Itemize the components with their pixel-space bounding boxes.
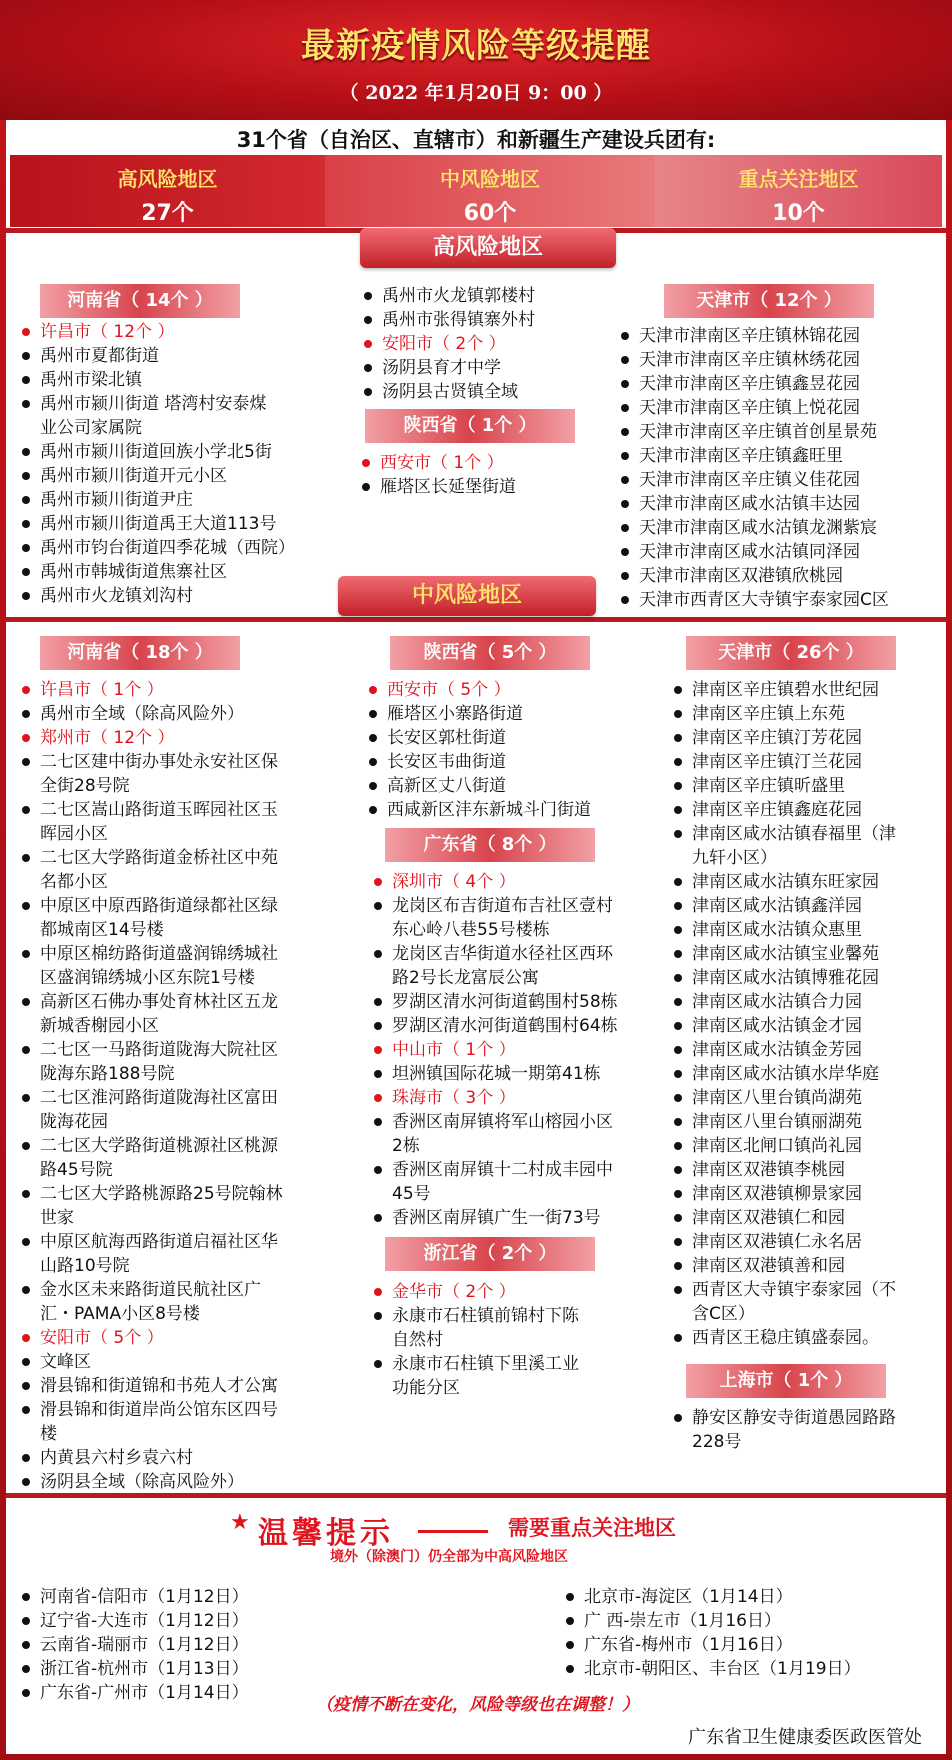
list-item: 香洲区南屏镇广生一街73号	[370, 1206, 670, 1230]
list-item: 津南区八里台镇尚湖苑	[670, 1086, 948, 1110]
tips-dash	[418, 1530, 488, 1533]
summary-mid	[325, 155, 655, 227]
list-item: 广 西-崇左市（1月16日）	[562, 1609, 950, 1633]
list-item: 广东省-梅州市（1月16日）	[562, 1633, 950, 1657]
mid-zhejiang-list	[370, 1280, 670, 1400]
high-risk-banner: 高风险地区	[360, 228, 616, 268]
list-item: 津南区八里台镇丽湖苑	[670, 1110, 948, 1134]
list-item: 中原区中原西路街道绿都社区绿 都城南区14号楼	[18, 894, 358, 942]
list-item: 汤阴县古贤镇全域	[360, 380, 610, 404]
list-item: 文峰区	[18, 1350, 358, 1374]
warning-text: （疫情不断在变化，风险等级也在调整！）	[316, 1695, 639, 1715]
list-item: 二七区大学路桃源路25号院翰林 世家	[18, 1182, 358, 1230]
list-item: 北京市-朝阳区、丰台区（1月19日）	[562, 1657, 950, 1681]
focus-list-right	[562, 1585, 950, 1681]
list-item: 禹州市张得镇寨外村	[360, 308, 610, 332]
summary-high-count: 27个	[141, 201, 194, 226]
list-item: 二七区大学路街道金桥社区中苑 名都小区	[18, 846, 358, 894]
divider	[6, 1493, 946, 1498]
list-item: 永康市石柱镇前锦村下陈 自然村	[370, 1304, 670, 1352]
list-item: 禹州市钧台街道四季花城（西院）	[18, 536, 358, 560]
list-item: 龙岗区吉华街道水径社区西环 路2号长龙富辰公寓	[370, 942, 670, 990]
mid-henan-title: 河南省（ 18个 ）	[40, 636, 240, 670]
high-tianjin-title: 天津市（ 12个 ）	[664, 284, 874, 318]
summary-high-label: 高风险地区	[117, 167, 218, 191]
list-item: 津南区双港镇柳景家园	[670, 1182, 948, 1206]
high-shaanxi-title: 陕西省（ 1个 ）	[365, 409, 575, 443]
list-item: 雁塔区小寨路街道	[365, 702, 665, 726]
tips-note: 境外（除澳门）仍全部为中高风险地区	[330, 1549, 568, 1565]
list-item: 禹州市颍川街道开元小区	[18, 464, 358, 488]
list-item: 内黄县六村乡袁六村	[18, 1446, 358, 1470]
tips-title: 温馨提示	[258, 1516, 394, 1551]
list-item: 香洲区南屏镇将军山榕园小区 2栋	[370, 1110, 670, 1158]
page-title: 最新疫情风险等级提醒	[301, 26, 651, 66]
high-shaanxi-list	[358, 451, 608, 499]
high-tianjin-list	[617, 324, 942, 612]
mid-guangdong-title: 广东省（ 8个 ）	[385, 828, 595, 862]
high-henan-list-cont	[360, 284, 610, 404]
list-item: 二七区一马路街道陇海大院社区 陇海东路188号院	[18, 1038, 358, 1086]
list-item: 中原区航海西路街道启福社区华 山路10号院	[18, 1230, 358, 1278]
list-item: 津南区辛庄镇汀芳花园	[670, 726, 948, 750]
star-icon: ★	[230, 1510, 250, 1535]
list-item: 西青区王稳庄镇盛泰园。	[670, 1326, 948, 1350]
list-item: 津南区咸水沽镇水岸华庭	[670, 1062, 948, 1086]
list-item: 津南区辛庄镇昕盛里	[670, 774, 948, 798]
list-item: 金水区未来路街道民航社区广 汇・PAMA小区8号楼	[18, 1278, 358, 1326]
summary-focus-label: 重点关注地区	[738, 167, 859, 191]
focus-list-left	[18, 1585, 438, 1705]
intro-text: 31个省（自治区、直辖市）和新疆生产建设兵团有:	[236, 128, 716, 152]
mid-henan-list	[18, 678, 358, 1494]
list-item: 禹州市韩城街道焦寨社区	[18, 560, 358, 584]
list-item: 津南区咸水沽镇金才园	[670, 1014, 948, 1038]
list-item: 禹州市夏都街道	[18, 344, 358, 368]
city-heading: 许昌市（ 12个 ）	[18, 320, 358, 344]
list-item: 高新区丈八街道	[365, 774, 665, 798]
list-item: 津南区双港镇仁和园	[670, 1206, 948, 1230]
list-item: 滑县锦和街道岸尚公馆东区四号 楼	[18, 1398, 358, 1446]
list-item: 禹州市颍川街道 塔湾村安泰煤 业公司家属院	[18, 392, 358, 440]
list-item: 津南区咸水沽镇东旺家园	[670, 870, 948, 894]
city-heading: 西安市（ 5个 ）	[365, 678, 665, 702]
list-item: 二七区建中街办事处永安社区保 全街28号院	[18, 750, 358, 798]
list-item: 西青区大寺镇宇泰家园（不 含C区）	[670, 1278, 948, 1326]
list-item: 天津市津南区咸水沽镇龙渊紫宸	[617, 516, 942, 540]
mid-shanghai-title: 上海市（ 1个 ）	[686, 1364, 886, 1398]
city-heading: 深圳市（ 4个 ）	[370, 870, 670, 894]
city-heading: 金华市（ 2个 ）	[370, 1280, 670, 1304]
list-item: 广东省-广州市（1月14日）	[18, 1681, 438, 1705]
list-item: 汤阴县育才中学	[360, 356, 610, 380]
summary-high	[10, 155, 325, 227]
list-item: 禹州市梁北镇	[18, 368, 358, 392]
list-item: 禹州市颍川街道禹王大道113号	[18, 512, 358, 536]
list-item: 禹州市全域（除高风险外）	[18, 702, 358, 726]
city-heading: 西安市（ 1个 ）	[358, 451, 608, 475]
list-item: 津南区咸水沽镇博雅花园	[670, 966, 948, 990]
publish-date: （ 2022 年1月20日 9：00 ）	[339, 82, 613, 104]
list-item: 北京市-海淀区（1月14日）	[562, 1585, 950, 1609]
list-item: 津南区辛庄镇碧水世纪园	[670, 678, 948, 702]
list-item: 津南区双港镇仁永名居	[670, 1230, 948, 1254]
city-heading: 安阳市（ 5个 ）	[18, 1326, 358, 1350]
list-item: 禹州市颍川街道尹庄	[18, 488, 358, 512]
mid-guangdong-list	[370, 870, 670, 1230]
list-item: 坦洲镇国际花城一期第41栋	[370, 1062, 670, 1086]
list-item: 津南区咸水沽镇鑫洋园	[670, 894, 948, 918]
list-item: 高新区石佛办事处育林社区五龙 新城香榭园小区	[18, 990, 358, 1038]
list-item: 长安区韦曲街道	[365, 750, 665, 774]
list-item: 西咸新区沣东新城斗门街道	[365, 798, 665, 822]
list-item: 津南区咸水沽镇宝业馨苑	[670, 942, 948, 966]
list-item: 二七区淮河路街道陇海社区富田 陇海花园	[18, 1086, 358, 1134]
mid-shaanxi-list	[365, 678, 665, 822]
list-item: 天津市津南区咸水沽镇同泽园	[617, 540, 942, 564]
list-item: 永康市石柱镇下里溪工业 功能分区	[370, 1352, 670, 1400]
issuer: 广东省卫生健康委医政医管处	[688, 1727, 922, 1748]
list-item: 辽宁省-大连市（1月12日）	[18, 1609, 438, 1633]
list-item: 天津市津南区辛庄镇上悦花园	[617, 396, 942, 420]
list-item: 天津市津南区辛庄镇林绣花园	[617, 348, 942, 372]
high-henan-title: 河南省（ 14个 ）	[40, 284, 240, 318]
high-henan-list	[18, 320, 358, 608]
list-item: 中原区棉纺路街道盛润锦绣城社 区盛润锦绣城小区东院1号楼	[18, 942, 358, 990]
city-heading: 安阳市（ 2个 ）	[360, 332, 610, 356]
list-item: 禹州市颍川街道回族小学北5街	[18, 440, 358, 464]
list-item: 罗湖区清水河街道鹤围村58栋	[370, 990, 670, 1014]
city-heading: 郑州市（ 12个 ）	[18, 726, 358, 750]
list-item: 津南区双港镇善和园	[670, 1254, 948, 1278]
list-item: 津南区咸水沽镇春福里（津 九轩小区）	[670, 822, 948, 870]
divider	[6, 617, 946, 622]
list-item: 津南区北闸口镇尚礼园	[670, 1134, 948, 1158]
list-item: 二七区嵩山路街道玉晖园社区玉 晖园小区	[18, 798, 358, 846]
list-item: 禹州市火龙镇郭楼村	[360, 284, 610, 308]
list-item: 天津市津南区咸水沽镇丰达园	[617, 492, 942, 516]
city-heading: 许昌市（ 1个 ）	[18, 678, 358, 702]
mid-tianjin-title: 天津市（ 26个 ）	[686, 636, 896, 670]
list-item: 天津市津南区辛庄镇林锦花园	[617, 324, 942, 348]
list-item: 天津市津南区辛庄镇义佳花园	[617, 468, 942, 492]
list-item: 津南区咸水沽镇众惠里	[670, 918, 948, 942]
city-heading: 中山市（ 1个 ）	[370, 1038, 670, 1062]
list-item: 津南区双港镇李桃园	[670, 1158, 948, 1182]
list-item: 香洲区南屏镇十二村成丰园中 45号	[370, 1158, 670, 1206]
list-item: 长安区郭杜街道	[365, 726, 665, 750]
list-item: 浙江省-杭州市（1月13日）	[18, 1657, 438, 1681]
city-heading: 珠海市（ 3个 ）	[370, 1086, 670, 1110]
list-item: 云南省-瑞丽市（1月12日）	[18, 1633, 438, 1657]
summary-focus-count: 10个	[772, 201, 825, 226]
list-item: 津南区咸水沽镇合力园	[670, 990, 948, 1014]
list-item: 天津市津南区辛庄镇首创星景苑	[617, 420, 942, 444]
list-item: 津南区辛庄镇上东苑	[670, 702, 948, 726]
list-item: 静安区静安寺街道愚园路路 228号	[670, 1406, 948, 1454]
header	[0, 0, 952, 120]
mid-shanghai-list	[670, 1406, 948, 1454]
mid-zhejiang-title: 浙江省（ 2个 ）	[385, 1237, 595, 1271]
summary-focus	[655, 155, 942, 227]
list-item: 津南区辛庄镇汀兰花园	[670, 750, 948, 774]
list-item: 禹州市火龙镇刘沟村	[18, 584, 358, 608]
list-item: 龙岗区布吉街道布吉社区壹村 东心岭八巷55号楼栋	[370, 894, 670, 942]
list-item: 津南区辛庄镇鑫庭花园	[670, 798, 948, 822]
list-item: 滑县锦和街道锦和书苑人才公寓	[18, 1374, 358, 1398]
list-item: 天津市西青区大寺镇宇泰家园C区	[617, 588, 942, 612]
list-item: 河南省-信阳市（1月12日）	[18, 1585, 438, 1609]
list-item: 津南区咸水沽镇金芳园	[670, 1038, 948, 1062]
summary-mid-count: 60个	[463, 201, 517, 226]
mid-tianjin-list	[670, 678, 948, 1350]
list-item: 汤阴县全域（除高风险外）	[18, 1470, 358, 1494]
mid-shaanxi-title: 陕西省（ 5个 ）	[390, 636, 590, 670]
list-item: 天津市津南区双港镇欣桃园	[617, 564, 942, 588]
list-item: 天津市津南区辛庄镇鑫旺里	[617, 444, 942, 468]
list-item: 天津市津南区辛庄镇鑫昱花园	[617, 372, 942, 396]
mid-risk-banner: 中风险地区	[338, 576, 596, 616]
list-item: 罗湖区清水河街道鹤围村64栋	[370, 1014, 670, 1038]
list-item: 二七区大学路街道桃源社区桃源 路45号院	[18, 1134, 358, 1182]
list-item: 雁塔区长延堡街道	[358, 475, 608, 499]
tips-subtitle: 需要重点关注地区	[508, 1516, 676, 1540]
summary-mid-label: 中风险地区	[440, 167, 540, 191]
